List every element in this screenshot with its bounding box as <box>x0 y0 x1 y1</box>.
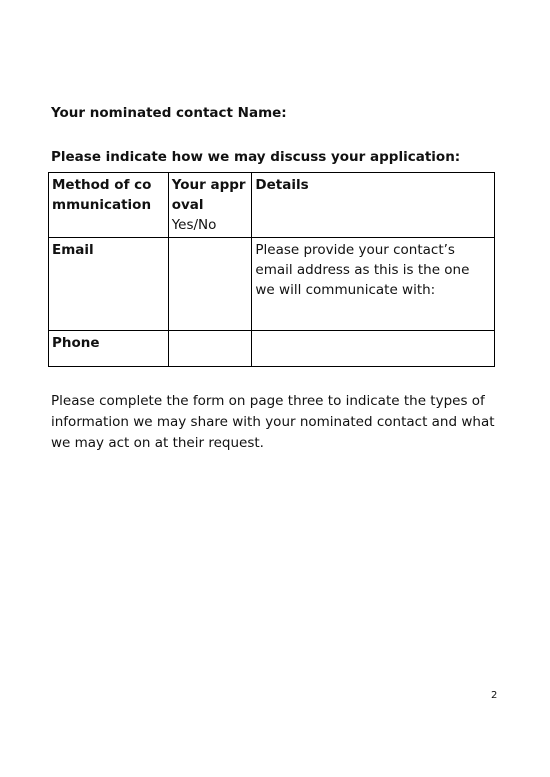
email-method-label: Email <box>52 242 94 258</box>
phone-details-cell[interactable] <box>252 331 495 367</box>
nominated-contact-label: Your nominated contact Name: <box>51 105 287 121</box>
phone-method-label: Phone <box>52 335 100 351</box>
page-number: 2 <box>491 690 498 701</box>
method-header-label: Method of communication <box>52 177 152 213</box>
table-row-email <box>49 238 495 331</box>
communication-section-heading: Please indicate how we may discuss your application: <box>51 149 461 165</box>
approval-header-label: Your approval <box>171 177 246 213</box>
phone-method-cell <box>49 331 169 367</box>
email-details-text: Please provide your contact’s email address as this is the one we will communicate with: <box>255 242 470 298</box>
table-header-row <box>49 173 495 238</box>
email-details-cell[interactable] <box>252 238 495 331</box>
phone-approval-cell[interactable] <box>168 331 252 367</box>
form-instruction-text: Please complete the form on page three to indicate the types of information we may share with your nominated contact and what we may act on at their request. <box>51 393 495 451</box>
communication-table <box>48 172 495 367</box>
approval-header <box>168 173 252 238</box>
details-header-label: Details <box>255 177 309 193</box>
table-row-phone <box>49 331 495 367</box>
approval-header-subtext: Yes/No <box>171 217 217 233</box>
email-method-cell <box>49 238 169 331</box>
method-header <box>49 173 169 238</box>
details-header <box>252 173 495 238</box>
email-approval-cell[interactable] <box>168 238 252 331</box>
